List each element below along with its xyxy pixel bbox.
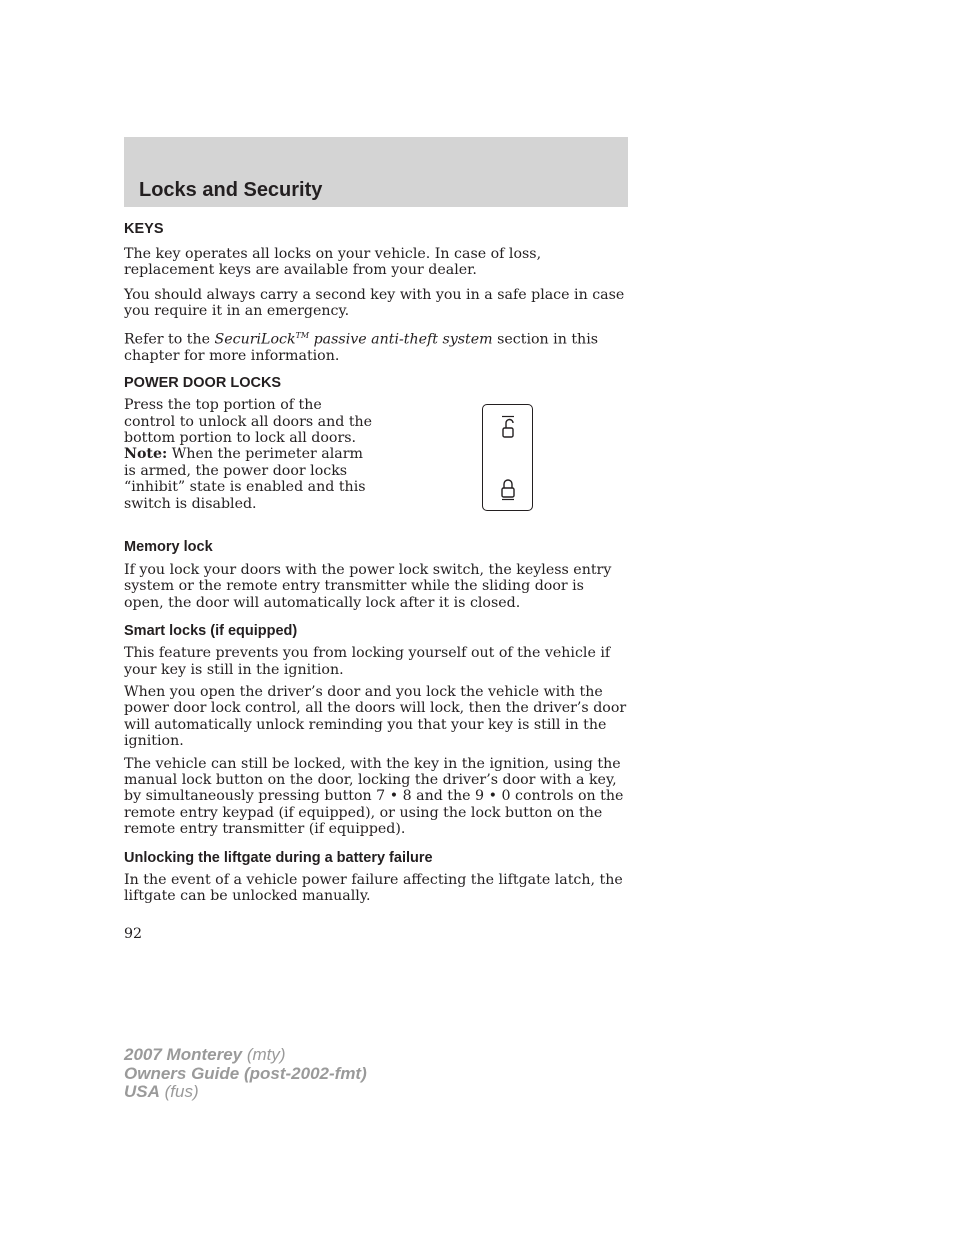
note-label: Note: (124, 446, 168, 463)
lock-icon (498, 477, 518, 501)
securilock-link-text: SecuriLock (214, 331, 296, 348)
keys-paragraph-1: The key operates all locks on your vehicle. In case of loss, replacement keys are available from your dealer. (124, 246, 542, 279)
page-content (124, 220, 628, 905)
page-number: 92 (124, 926, 143, 942)
power-door-lock-switch-illustration (482, 404, 533, 511)
document-footer (124, 1046, 367, 1102)
smart-locks-paragraph-2: When you open the driver’s door and you lock the vehicle with the power door lock control, all the doors will lock, then the driver’s door will automatically unlock reminding you that your key is still in the ignition. (124, 684, 627, 750)
liftgate-heading: Unlocking the liftgate during a battery failure (124, 849, 433, 866)
memory-lock-heading: Memory lock (124, 539, 213, 556)
section-title: Locks and Security (139, 179, 323, 201)
keys-paragraph-3: Refer to the SecuriLock™ passive anti-theft system section in this chapter for more information. (124, 330, 599, 364)
memory-lock-paragraph: If you lock your doors with the power lock switch, the keyless entry system or the remote entry transmitter while the sliding door is open, the door will automatically lock after it is closed. (124, 562, 612, 611)
smart-locks-heading: Smart locks (if equipped) (124, 623, 298, 640)
unlock-icon (498, 415, 518, 439)
smart-locks-paragraph-3: The vehicle can still be locked, with the key in the ignition, using the manual lock button on the door, locking the driver’s door with a key, by simultaneously pressing button 7 • 8 and the 9 • 0 controls on the remote entry keypad (if equipped), or using the lock button on the remote entry transmitter (if equipped). (124, 755, 624, 838)
smart-locks-paragraph-1: This feature prevents you from locking yourself out of the vehicle if your key is still in the ignition. (124, 645, 611, 678)
liftgate-paragraph: In the event of a vehicle power failure affecting the liftgate latch, the liftgate can be unlocked manually. (124, 871, 623, 905)
keys-heading: KEYS (124, 221, 164, 237)
section-header-band (124, 137, 628, 207)
footer-line-1: 2007 Monterey (mty) (124, 1045, 286, 1064)
footer-line-3: USA (fus) (124, 1082, 199, 1101)
footer-line-2: Owners Guide (post-2002-fmt) (124, 1063, 367, 1083)
keys-paragraph-2: You should always carry a second key with you in a safe place in case you require it in an emergency. (124, 286, 625, 320)
power-door-locks-paragraph: Press the top portion of the control to unlock all doors and the bottom portion to lock all doors. Note: When the perimeter alarm is armed, the power door locks “inhibit” state is enabled and this switch is disabled. (124, 397, 373, 512)
power-door-locks-heading: POWER DOOR LOCKS (124, 375, 282, 392)
